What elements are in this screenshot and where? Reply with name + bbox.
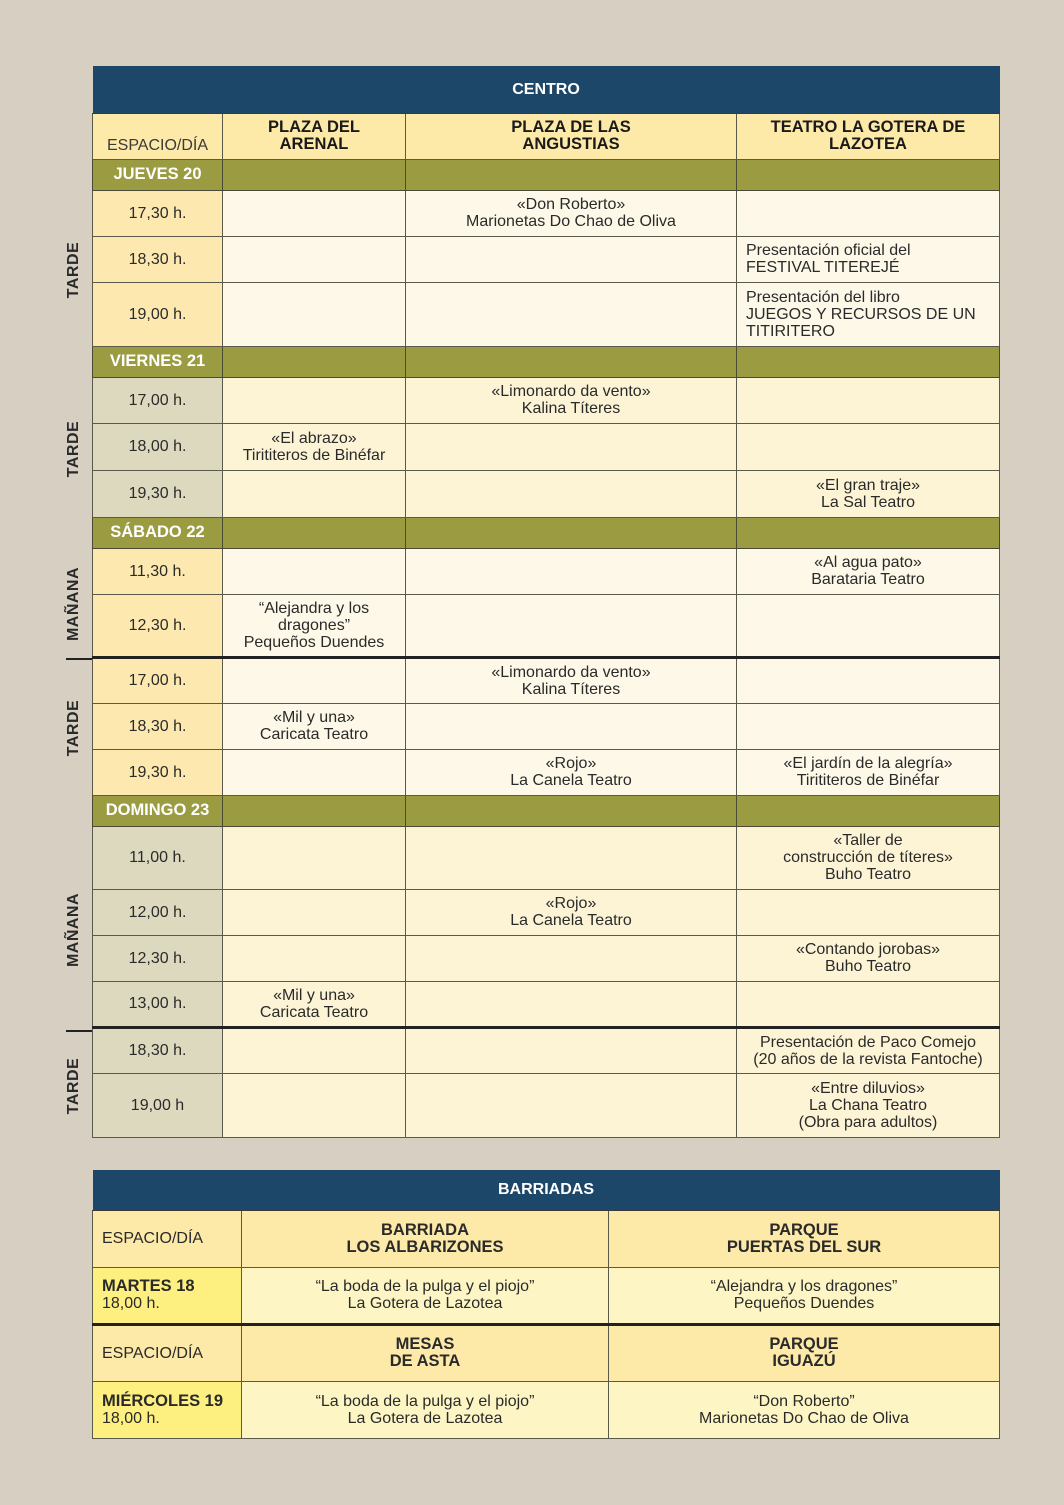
day-bar-cell xyxy=(406,159,737,190)
empty-cell xyxy=(223,190,406,236)
period-label: TARDE xyxy=(65,1057,83,1115)
barriadas-title-row xyxy=(93,1170,1000,1210)
barriadas-header-row xyxy=(93,1324,1000,1381)
venue-header: BARRIADA LOS ALBARIZONES xyxy=(242,1210,609,1267)
schedule-row xyxy=(93,548,1000,594)
event-cell: “Don Roberto” Marionetas Do Chao de Oliva xyxy=(609,1381,1000,1438)
empty-cell xyxy=(406,548,737,594)
schedule-row xyxy=(93,236,1000,282)
empty-cell xyxy=(737,703,1000,749)
day-bar-row xyxy=(93,346,1000,377)
event-cell: «El jardín de la alegría» Tirititeros de Binéfar xyxy=(737,749,1000,795)
day-bar-cell xyxy=(406,517,737,548)
empty-cell xyxy=(223,935,406,981)
day-label: VIERNES 21 xyxy=(93,346,223,377)
period-label: TARDE xyxy=(65,699,83,757)
barriadas-row xyxy=(93,1381,1000,1438)
empty-cell xyxy=(737,377,1000,423)
schedule-row xyxy=(93,377,1000,423)
day-label: DOMINGO 23 xyxy=(93,795,223,826)
empty-cell xyxy=(737,889,1000,935)
empty-cell xyxy=(406,594,737,657)
time-cell: 19,00 h xyxy=(93,1073,223,1137)
day-bar-cell xyxy=(406,795,737,826)
day-time-cell: MIÉRCOLES 19 18,00 h. xyxy=(93,1381,242,1438)
barriadas-row xyxy=(93,1267,1000,1324)
event-cell: Presentación de Paco Comejo (20 años de la revista Fantoche) xyxy=(737,1027,1000,1073)
event-cell: «Rojo» La Canela Teatro xyxy=(406,749,737,795)
empty-cell xyxy=(406,470,737,517)
event-cell: «Contando jorobas» Buho Teatro xyxy=(737,935,1000,981)
time-cell: 18,30 h. xyxy=(93,1027,223,1073)
day-label: SÁBADO 22 xyxy=(93,517,223,548)
day-bar-cell xyxy=(223,346,406,377)
period-label: TARDE xyxy=(65,241,83,298)
day-bar-cell xyxy=(737,517,1000,548)
centro-title-row xyxy=(93,66,1000,113)
period-label: MAÑANA xyxy=(65,566,83,642)
empty-cell xyxy=(406,282,737,346)
period-label: MAÑANA xyxy=(65,892,83,967)
day-bar-row xyxy=(93,159,1000,190)
barriadas-header-row xyxy=(93,1210,1000,1267)
day-bar-cell xyxy=(223,517,406,548)
event-cell: «Mil y una» Caricata Teatro xyxy=(223,703,406,749)
schedule-row xyxy=(93,282,1000,346)
centro-title: CENTRO xyxy=(93,66,1000,113)
period-divider xyxy=(66,1030,92,1032)
empty-cell xyxy=(737,981,1000,1027)
empty-cell xyxy=(737,190,1000,236)
time-cell: 19,30 h. xyxy=(93,749,223,795)
empty-cell xyxy=(223,282,406,346)
espacio-dia-label: ESPACIO/DÍA xyxy=(93,113,223,159)
schedule-row xyxy=(93,470,1000,517)
schedule-row xyxy=(93,657,1000,703)
venue-plaza-angustias: PLAZA DE LAS ANGUSTIAS xyxy=(406,113,737,159)
venue-teatro-gotera: TEATRO LA GOTERA DE LAZOTEA xyxy=(737,113,1000,159)
time-cell: 17,30 h. xyxy=(93,190,223,236)
time-cell: 11,30 h. xyxy=(93,548,223,594)
event-cell: “Alejandra y los dragones” Pequeños Duendes xyxy=(609,1267,1000,1324)
period-divider xyxy=(66,658,92,660)
empty-cell xyxy=(223,470,406,517)
barriadas-body xyxy=(93,1210,1000,1438)
barriadas-table xyxy=(92,1170,1000,1439)
time-cell: 12,00 h. xyxy=(93,889,223,935)
event-cell: Presentación oficial del FESTIVAL TITEREJÉ xyxy=(737,236,1000,282)
event-cell: “Alejandra y los dragones” Pequeños Duendes xyxy=(223,594,406,657)
empty-cell xyxy=(223,889,406,935)
event-cell: “La boda de la pulga y el piojo” La Gotera de Lazotea xyxy=(242,1381,609,1438)
day-time-cell: MARTES 18 18,00 h. xyxy=(93,1267,242,1324)
day-bar-cell xyxy=(223,795,406,826)
empty-cell xyxy=(737,594,1000,657)
empty-cell xyxy=(223,377,406,423)
empty-cell xyxy=(406,981,737,1027)
day-bar-cell xyxy=(737,159,1000,190)
day-bar-cell xyxy=(737,346,1000,377)
empty-cell xyxy=(223,236,406,282)
schedule-row xyxy=(93,423,1000,470)
empty-cell xyxy=(223,749,406,795)
event-cell: “La boda de la pulga y el piojo” La Gotera de Lazotea xyxy=(242,1267,609,1324)
centro-table xyxy=(92,66,1000,1138)
schedule-row xyxy=(93,889,1000,935)
espacio-dia-label: ESPACIO/DÍA xyxy=(93,1210,242,1267)
day-bar-row xyxy=(93,795,1000,826)
schedule-row xyxy=(93,935,1000,981)
espacio-dia-label: ESPACIO/DÍA xyxy=(93,1324,242,1381)
period-label: TARDE xyxy=(65,420,83,477)
event-cell: «Taller de construcción de títeres» Buho Teatro xyxy=(737,826,1000,889)
time-cell: 12,30 h. xyxy=(93,594,223,657)
time-cell: 18,30 h. xyxy=(93,236,223,282)
barriadas-title: BARRIADAS xyxy=(93,1170,1000,1210)
empty-cell xyxy=(406,935,737,981)
empty-cell xyxy=(737,657,1000,703)
time-cell: 11,00 h. xyxy=(93,826,223,889)
empty-cell xyxy=(406,703,737,749)
empty-cell xyxy=(223,657,406,703)
event-cell: «Limonardo da vento» Kalina Títeres xyxy=(406,657,737,703)
time-cell: 18,00 h. xyxy=(93,423,223,470)
day-bar-cell xyxy=(406,346,737,377)
time-cell: 19,30 h. xyxy=(93,470,223,517)
centro-header-row xyxy=(93,113,1000,159)
venue-plaza-arenal: PLAZA DEL ARENAL xyxy=(223,113,406,159)
venue-header: PARQUE IGUAZÚ xyxy=(609,1324,1000,1381)
time-cell: 17,00 h. xyxy=(93,657,223,703)
schedule-row xyxy=(93,1073,1000,1137)
time-cell: 13,00 h. xyxy=(93,981,223,1027)
event-cell: «Rojo» La Canela Teatro xyxy=(406,889,737,935)
time-cell: 17,00 h. xyxy=(93,377,223,423)
day-bar-row xyxy=(93,517,1000,548)
venue-header: MESAS DE ASTA xyxy=(242,1324,609,1381)
schedule-row xyxy=(93,190,1000,236)
event-cell: «El abrazo» Tirititeros de Binéfar xyxy=(223,423,406,470)
schedule-row xyxy=(93,594,1000,657)
event-cell: «Mil y una» Caricata Teatro xyxy=(223,981,406,1027)
time-cell: 12,30 h. xyxy=(93,935,223,981)
empty-cell xyxy=(406,826,737,889)
empty-cell xyxy=(406,236,737,282)
event-cell: «Limonardo da vento» Kalina Títeres xyxy=(406,377,737,423)
time-cell: 18,30 h. xyxy=(93,703,223,749)
event-cell: Presentación del libro JUEGOS Y RECURSOS DE UN TITIRITERO xyxy=(737,282,1000,346)
empty-cell xyxy=(223,1027,406,1073)
time-cell: 19,00 h. xyxy=(93,282,223,346)
schedule-row xyxy=(93,703,1000,749)
empty-cell xyxy=(406,1073,737,1137)
empty-cell xyxy=(406,423,737,470)
centro-body xyxy=(93,159,1000,1137)
empty-cell xyxy=(737,423,1000,470)
event-cell: «El gran traje» La Sal Teatro xyxy=(737,470,1000,517)
day-bar-cell xyxy=(737,795,1000,826)
event-cell: «Entre diluvios» La Chana Teatro (Obra para adultos) xyxy=(737,1073,1000,1137)
event-cell: «Al agua pato» Barataria Teatro xyxy=(737,548,1000,594)
schedule-row xyxy=(93,981,1000,1027)
schedule-row xyxy=(93,1027,1000,1073)
venue-header: PARQUE PUERTAS DEL SUR xyxy=(609,1210,1000,1267)
day-label: JUEVES 20 xyxy=(93,159,223,190)
empty-cell xyxy=(223,826,406,889)
schedule-row xyxy=(93,749,1000,795)
day-bar-cell xyxy=(223,159,406,190)
event-cell: «Don Roberto» Marionetas Do Chao de Oliva xyxy=(406,190,737,236)
empty-cell xyxy=(223,548,406,594)
schedule-row xyxy=(93,826,1000,889)
empty-cell xyxy=(223,1073,406,1137)
empty-cell xyxy=(406,1027,737,1073)
